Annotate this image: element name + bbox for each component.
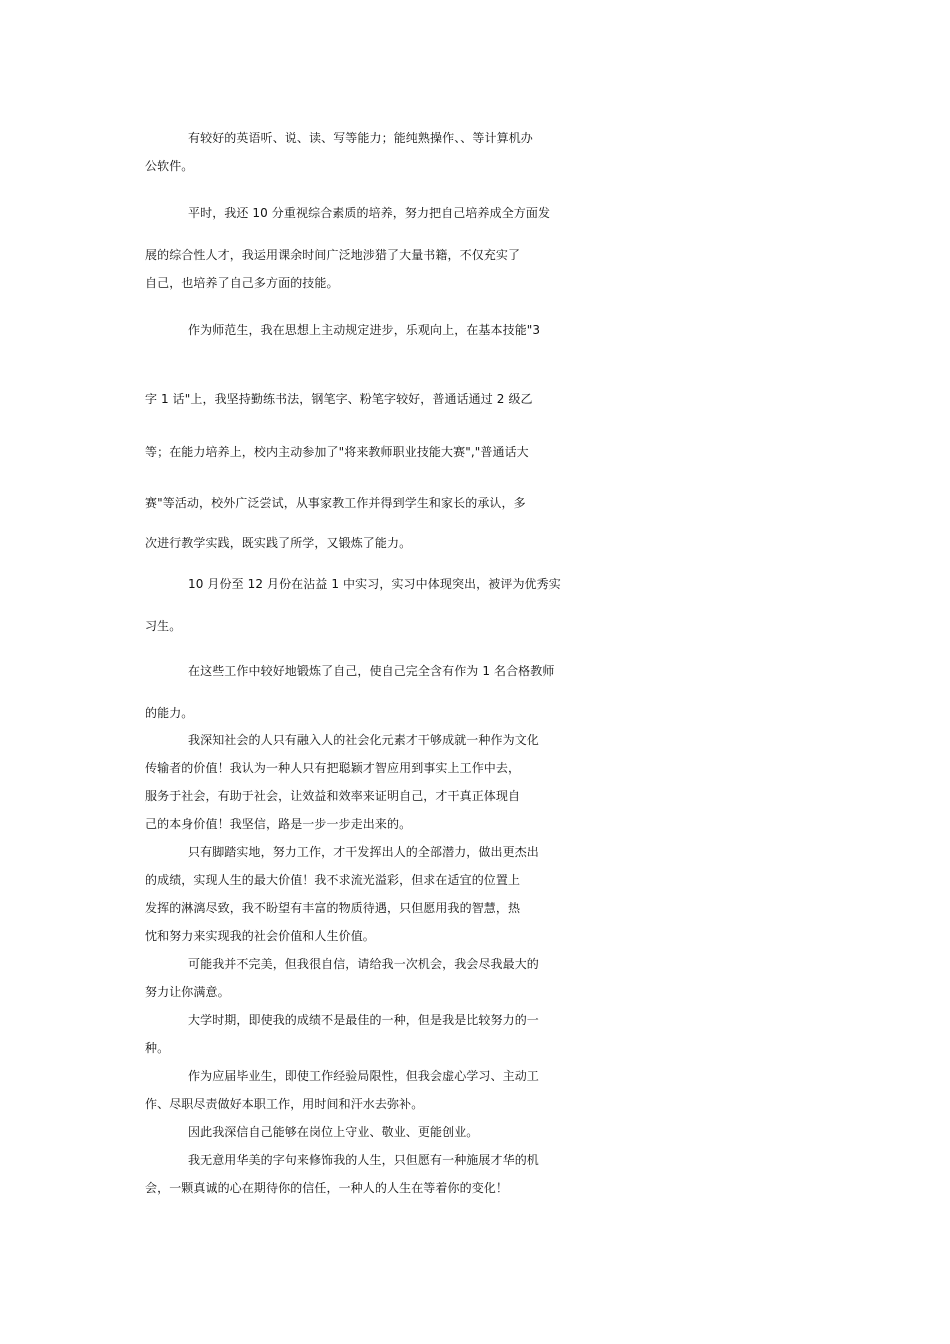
text-line: 传输者的价值！我认为一种人只有把聪颖才智应用到事实上工作中去， [145,761,521,775]
text-line: 自己，也培养了自己多方面的技能。 [145,276,339,290]
text-line: 作、尽职尽责做好本职工作，用时间和汗水去弥补。 [145,1097,424,1111]
text-line: 会，一颗真诚的心在期待你的信任，一种人的人生在等着你的变化！ [145,1181,509,1195]
text-line: 种。 [145,1041,170,1055]
text-line: 因此我深信自己能够在岗位上守业、敬业、更能创业。 [188,1125,479,1139]
text-line: 赛"等活动，校外广泛尝试，从事家教工作并得到学生和家长的承认，多 [145,496,526,510]
text-line: 作为应届毕业生，即使工作经验局限性，但我会虚心学习、主动工 [188,1069,539,1083]
text-line: 次进行教学实践，既实践了所学，又锻炼了能力。 [145,536,412,550]
text-line: 公软件。 [145,159,194,173]
text-line: 展的综合性人才，我运用课余时间广泛地涉猎了大量书籍，不仅充实了 [145,248,521,262]
text-line: 只有脚踏实地，努力工作，才干发挥出人的全部潜力，做出更杰出 [188,845,539,859]
text-line: 字 1 话"上，我坚持勤练书法，钢笔字、粉笔字较好，普通话通过 2 级乙 [145,392,533,406]
text-line: 的能力。 [145,706,194,720]
text-line: 忱和努力来实现我的社会价值和人生价值。 [145,929,375,943]
text-line: 我无意用华美的字句来修饰我的人生，只但愿有一种施展才华的机 [188,1153,539,1167]
text-line: 发挥的淋漓尽致，我不盼望有丰富的物质待遇，只但愿用我的智慧，热 [145,901,521,915]
text-line: 我深知社会的人只有融入人的社会化元素才干够成就一种作为文化 [188,733,539,747]
text-line: 可能我并不完美，但我很自信，请给我一次机会，我会尽我最大的 [188,957,539,971]
text-line: 等；在能力培养上，校内主动参加了"将来教师职业技能大赛","普通话大 [145,445,529,459]
text-line: 大学时期，即使我的成绩不是最佳的一种，但是我是比较努力的一 [188,1013,539,1027]
text-line: 10 月份至 12 月份在沾益 1 中实习，实习中体现突出，被评为优秀实 [188,577,561,591]
text-line: 平时，我还 10 分重视综合素质的培养，努力把自己培养成全方面发 [188,206,551,220]
text-line: 有较好的英语听、说、读、写等能力；能纯熟操作、、等计算机办 [188,131,533,145]
text-line: 在这些工作中较好地锻炼了自己，使自己完全含有作为 1 名合格教师 [188,664,555,678]
text-line: 作为师范生，我在思想上主动规定进步，乐观向上，在基本技能"3 [188,323,541,337]
text-line: 己的本身价值！我坚信，路是一步一步走出来的。 [145,817,412,831]
text-line: 的成绩，实现人生的最大价值！我不求流光溢彩，但求在适宜的位置上 [145,873,521,887]
text-line: 努力让你满意。 [145,985,230,999]
text-line: 习生。 [145,619,182,633]
text-line: 服务于社会，有助于社会，让效益和效率来证明自己，才干真正体现自 [145,789,521,803]
